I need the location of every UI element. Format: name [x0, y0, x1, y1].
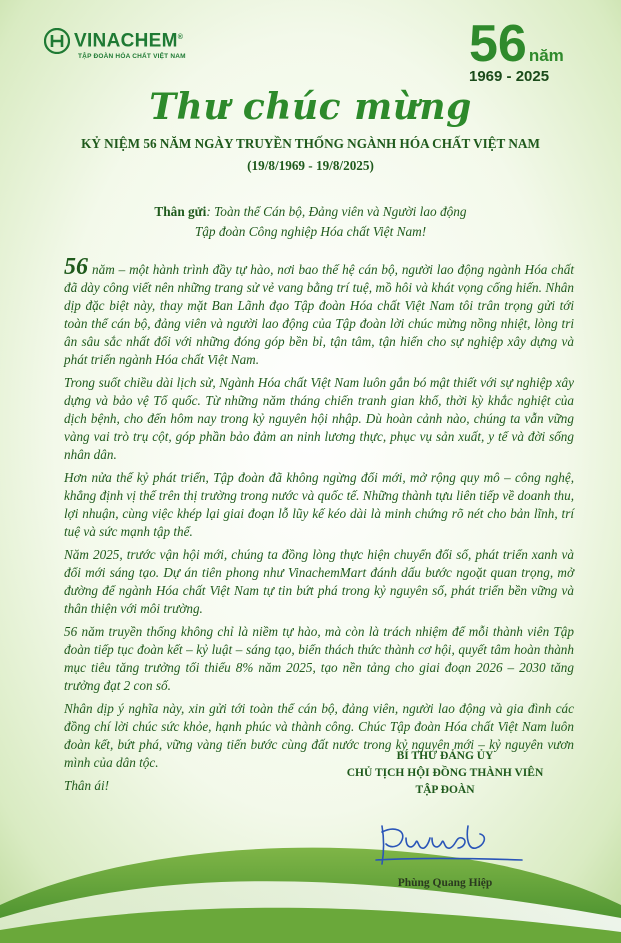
vinachem-mark-icon — [44, 28, 70, 54]
signer-name: Phùng Quang Hiệp — [397, 877, 493, 889]
paragraph-6: Nhân dịp ý nghĩa này, xin gửi tới toàn thể cán bộ, đảng viên, người lao động và gia đình các đồng chí lời chúc sức khỏe, hạnh phúc và thành công. Chúc Tập đoàn Hóa chất Việt Nam luôn đoàn kết, bứt phá, vững vàng tiến bước cùng đất nước trong kỷ nguyên mới – kỷ nguyên vươn mình của dân tộc. — [64, 700, 574, 770]
signature-title-3: TẬP ĐOÀN — [415, 784, 475, 796]
letter-body — [64, 254, 574, 795]
anniversary-unit: năm — [528, 46, 564, 65]
greeting-line2: Tập đoàn Công nghiệp Hóa chất Việt Nam! — [194, 224, 427, 239]
greeting — [0, 202, 621, 242]
paragraph-1-text: năm – một hành trình đầy tự hào, nơi bao thế hệ cán bộ, người lao động ngành Hóa chất đã dày công viết nên những trang sử vẻ vang bằng trí tuệ, mồ hôi và khát vọng cống hiến. Nhân dịp đặc biệt này, thay mặt Ban Lãnh đạo Tập đoàn Hóa chất Việt Nam tôi trân trọng gửi tới toàn thể cán bộ, đảng viên và người lao động của Tập đoàn lời chúc mừng nồng nhiệt, lòng tri ân sâu sắc nhất đối với những đóng góp bền bỉ, tận tâm, tận hiến cho sự nghiệp xây dựng và phát triển ngành Hóa chất Việt Nam. — [64, 262, 574, 368]
vinachem-logo — [44, 28, 186, 60]
paragraph-4: Năm 2025, trước vận hội mới, chúng ta đồng lòng thực hiện chuyển đổi số, phát triển xanh và đổi mới sáng tạo. Dự án tiên phong như VinachemMart đánh dấu bước ngoặt quan trọng, mở đường để ngành Hóa chất Việt Nam tự tin bứt phá trong kỷ nguyên số, phát triển bền vững và thân thiện với môi trường. — [64, 546, 574, 617]
signature-title-2: CHỦ TỊCH HỘI ĐỒNG THÀNH VIÊN — [346, 767, 544, 779]
letter-subtitle: KỶ NIỆM 56 NĂM NGÀY TRUYỀN THỐNG NGÀNH HÓA CHẤT VIỆT NAM — [81, 136, 540, 151]
lead-number: 56 — [64, 254, 88, 280]
greeting-label: Thân gửi — [154, 204, 207, 219]
paragraph-2: Trong suốt chiều dài lịch sử, Ngành Hóa chất Việt Nam luôn gắn bó mật thiết với sự nghiệp xây dựng và bảo vệ Tổ quốc. Từ những năm tháng chiến tranh gian khổ, thời kỳ khắc nghiệt của dịch bệnh, cho đến hôm nay trong kỷ nguyên hội nhập. Dù hoàn cảnh nào, chúng ta vẫn vững vàng vai trò trụ cột, góp phần bảo đảm an ninh lương thực, phục vụ sản xuất, y tế và đời sống nhân dân. — [64, 375, 574, 463]
anniversary-badge — [469, 15, 589, 85]
paragraph-1 — [64, 254, 574, 370]
letter-dates: (19/8/1969 - 19/8/2025) — [247, 158, 374, 173]
signature-titles — [325, 748, 565, 799]
registered-mark: ® — [177, 34, 184, 41]
handwritten-signature — [372, 818, 528, 870]
closing: Thân ái! — [64, 777, 110, 793]
greeting-line1: : Toàn thể Cán bộ, Đảng viên và Người lao động — [206, 204, 467, 219]
letter-title: Thư chúc mừng — [149, 86, 472, 128]
paragraph-3: Hơn nửa thế kỷ phát triển, Tập đoàn đã không ngừng đổi mới, mở rộng quy mô – công nghệ, khẳng định vị thế trên thị trường trong nước và quốc tế. Những thành tựu liên tiếp về doanh thu, lợi nhuận, cùng việc khép lại giai đoạn lỗ lũy kế kéo dài là minh chứng rõ nét cho bản lĩnh, trí tuệ và sức mạnh tập thể. — [64, 470, 574, 540]
signature-title-1: BÍ THƯ ĐẢNG ỦY — [396, 750, 494, 762]
paragraph-5: 56 năm truyền thống không chỉ là niềm tự hào, mà còn là trách nhiệm để mỗi thành viên Tập đoàn tiếp tục đoàn kết – kỷ luật – sáng tạo, biến thách thức thành cơ hội, quyết tâm hoàn thành mục tiêu tăng trưởng tối thiểu 8% năm 2025, tạo nền tảng cho giai đoạn 2026 – 2030 tăng trưởng đạt 2 con số. — [64, 623, 574, 694]
logo-name: VINACHEM — [74, 30, 178, 52]
logo-subtitle: TẬP ĐOÀN HÓA CHẤT VIỆT NAM — [78, 53, 186, 61]
anniversary-number: 56 — [469, 15, 527, 73]
anniversary-range: 1969 - 2025 — [469, 68, 550, 85]
